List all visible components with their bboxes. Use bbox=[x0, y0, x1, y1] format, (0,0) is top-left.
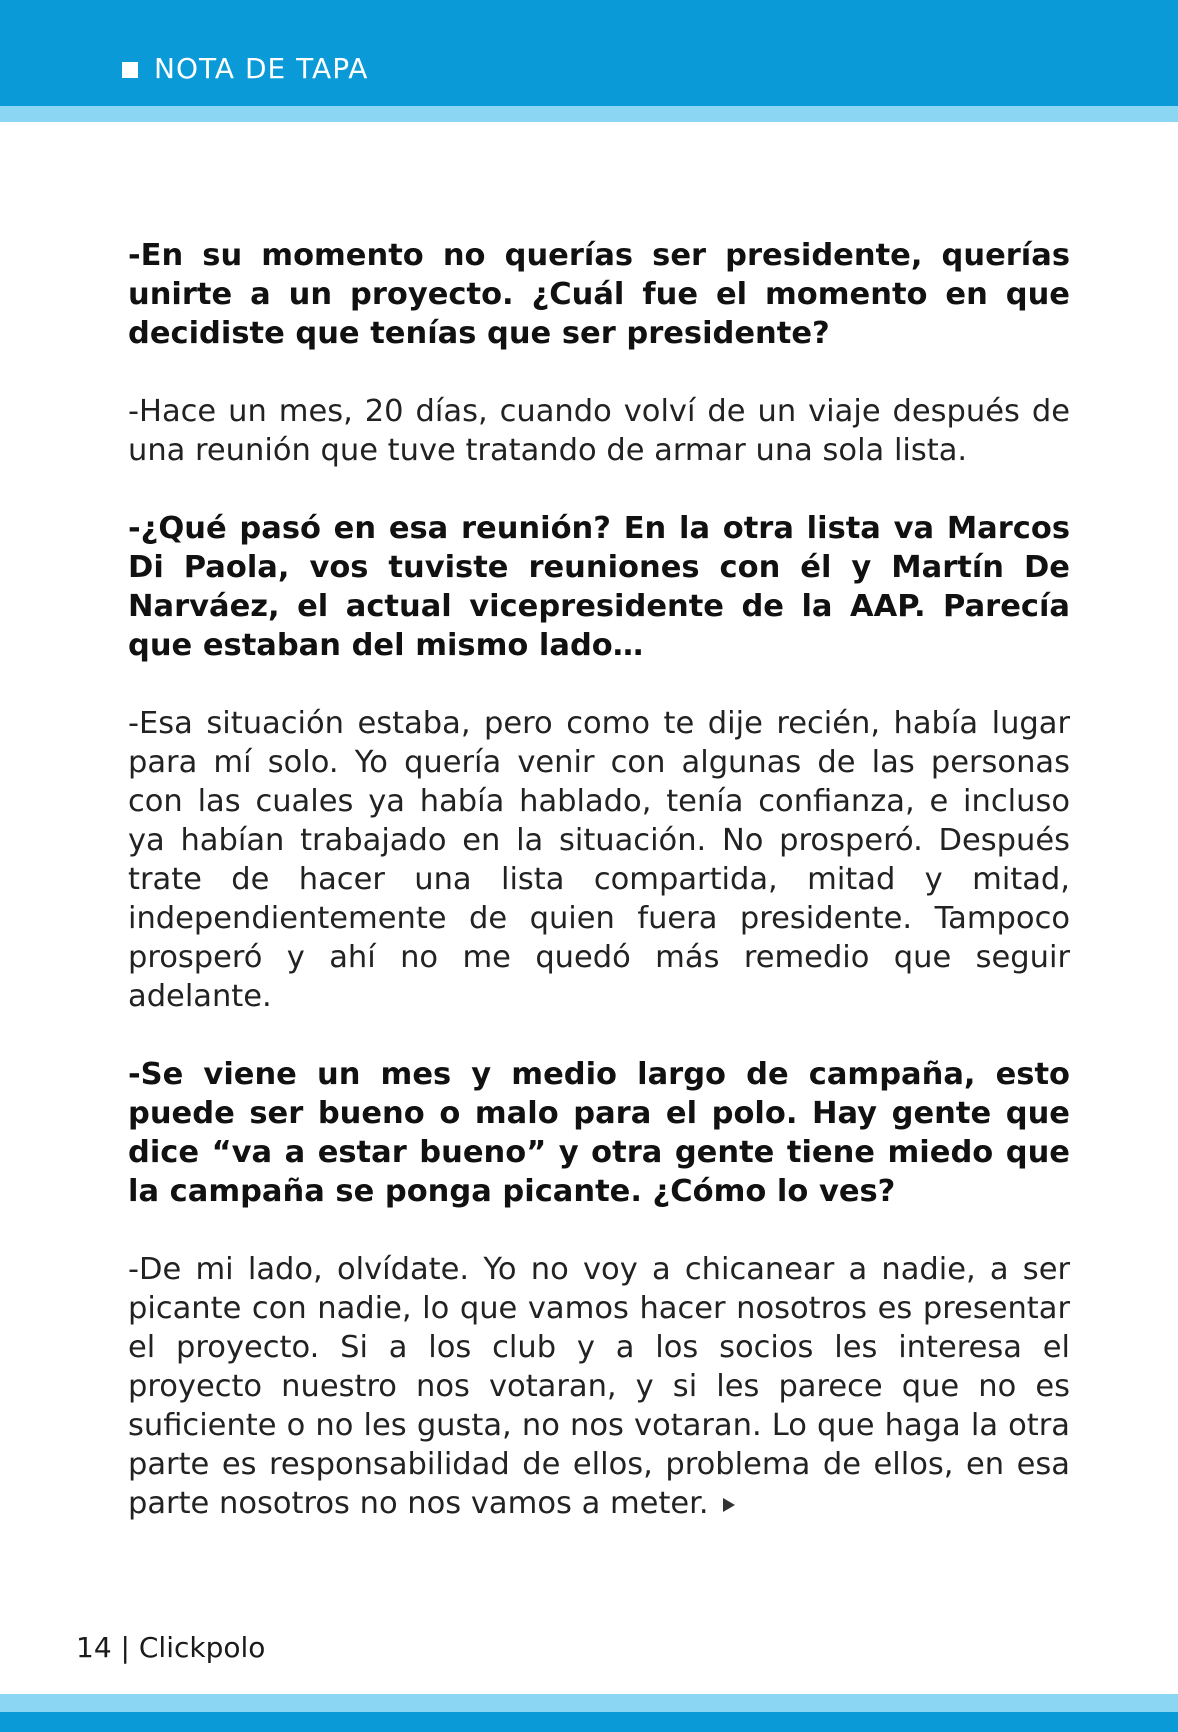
question-3: -Se viene un mes y medio largo de campaña, esto puede ser bueno o malo para el polo. Hay gente que dice “va a estar bueno” y otra gente tiene miedo que la campaña se ponga picante. ¿Cómo lo ves? bbox=[128, 1057, 1070, 1209]
answer-3-paragraph bbox=[128, 1250, 1070, 1523]
header-stripe bbox=[0, 106, 1178, 122]
question-2: -¿Qué pasó en esa reunión? En la otra lista va Marcos Di Paola, vos tuviste reuniones con él y Martín De Narváez, el actual vicepresidente de la AAP. Parecía que estaban del mismo lado… bbox=[128, 511, 1070, 663]
footer-bar bbox=[0, 1712, 1178, 1732]
square-bullet-icon bbox=[122, 62, 138, 78]
footer-stripe bbox=[0, 1694, 1178, 1712]
interview-article bbox=[128, 236, 1070, 1523]
page-footer-label: 14 | Clickpolo bbox=[76, 1631, 266, 1664]
question-1: -En su momento no querías ser presidente, querías unirte a un proyecto. ¿Cuál fue el momento en que decidiste que tenías que ser presidente? bbox=[128, 238, 1070, 351]
answer-1: -Hace un mes, 20 días, cuando volví de un viaje después de una reunión que tuve tratando de armar una sola lista. bbox=[128, 394, 1070, 468]
answer-2: -Esa situación estaba, pero como te dije recién, había lugar para mí solo. Yo quería venir con algunas de las personas con las cuales ya había hablado, tenía confianza, e incluso ya habían trabajado en la situación. No prosperó. Después trate de hacer una lista compartida, mitad y mitad, independientemente de quien fuera presidente. Tampoco prosperó y ahí no me quedó más remedio que seguir adelante. bbox=[128, 706, 1070, 1014]
answer-3: -De mi lado, olvídate. Yo no voy a chicanear a nadie, a ser picante con nadie, lo que vamos hacer nosotros es presentar el proyecto. Si a los club y a los socios les interesa el proyecto nuestro nos votaran, y si les parece que no es suficiente o no les gusta, no nos votaran. Lo que haga la otra parte es responsabilidad de ellos, problema de ellos, en esa parte nosotros no nos vamos a meter. bbox=[128, 1252, 1070, 1521]
section-label: NOTA DE TAPA bbox=[154, 52, 369, 85]
play-triangle-icon bbox=[723, 1498, 735, 1512]
